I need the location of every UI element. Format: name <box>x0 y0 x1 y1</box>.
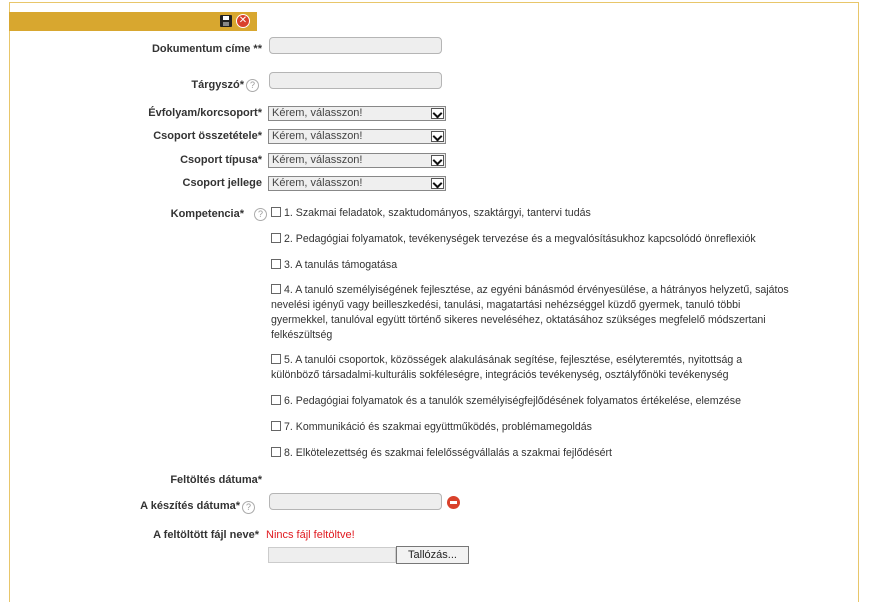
checkbox[interactable] <box>271 447 281 457</box>
competence-option-3[interactable] <box>271 258 811 273</box>
subject-help-icon[interactable]: ? <box>246 79 259 92</box>
competence-label: Kompetencia* <box>170 208 244 220</box>
year-group-select[interactable] <box>268 106 446 121</box>
subject-label: Tárgyszó* <box>191 79 244 91</box>
competence-option-label: 4. A tanuló személyiségének fejlesztése, az egyéni bánásmód érvényesülése, a hátrányos helyzetű, sajátos nevelési igényű vagy beilleszkedési, tanulási, magatartási nehézséggel küzdő gyermek, tanuló többi gyermekkel, tanulóval együtt történő sikeres neveléséhez, oktatásához szükséges megfelelő módszertani felkészültség <box>271 284 789 341</box>
document-title-input[interactable] <box>269 37 442 54</box>
group-composition-select[interactable] <box>268 129 446 144</box>
competence-option-label: 3. A tanulás támogatása <box>284 259 398 271</box>
competence-option-4[interactable] <box>271 283 791 343</box>
year-group-select-value: Kérem, válasszon! <box>272 107 363 119</box>
group-type-select-value: Kérem, válasszon! <box>272 154 363 166</box>
floppy-disk-icon[interactable] <box>220 15 232 27</box>
competence-option-2[interactable] <box>271 232 811 247</box>
uploaded-file-label: A feltöltött fájl neve* <box>153 529 259 541</box>
checkbox[interactable] <box>271 284 281 294</box>
creation-date-label: A készítés dátuma* <box>140 500 240 512</box>
form-toolbar <box>9 12 257 31</box>
group-composition-label: Csoport összetétele* <box>153 130 262 142</box>
group-character-label: Csoport jellege <box>182 177 262 189</box>
creation-date-help-icon[interactable]: ? <box>242 501 255 514</box>
checkbox[interactable] <box>271 259 281 269</box>
group-character-select-value: Kérem, válasszon! <box>272 177 363 189</box>
competence-option-label: 7. Kommunikáció és szakmai együttműködés, problémamegoldás <box>284 421 592 433</box>
group-type-label: Csoport típusa* <box>180 154 262 166</box>
competence-option-7[interactable] <box>271 420 811 435</box>
competence-option-label: 2. Pedagógiai folyamatok, tevékenységek tervezése és a megvalósításukhoz kapcsolódó önreflexiók <box>284 233 756 245</box>
competence-option-label: 1. Szakmai feladatok, szaktudományos, szaktárgyi, tantervi tudás <box>284 207 591 219</box>
creation-date-input[interactable] <box>269 493 442 510</box>
upload-date-label: Feltöltés dátuma* <box>170 474 262 486</box>
competence-option-label: 5. A tanulói csoportok, közösségek alakulásának segítése, fejlesztése, esélyteremtés, nyitottság a különböző társadalmi-kulturális sokféleségre, integrációs tevékenység, osztályfőnöki tevékenység <box>271 354 743 381</box>
competence-option-label: 6. Pedagógiai folyamatok és a tanulók személyiségfejlődésének folyamatos értékelése, elemzése <box>284 395 741 407</box>
competence-option-5[interactable] <box>271 353 771 383</box>
group-character-select[interactable] <box>268 176 446 191</box>
checkbox[interactable] <box>271 233 281 243</box>
competence-option-label: 8. Elkötelezettség és szakmai felelősségvállalás a szakmai fejlődésért <box>284 447 612 459</box>
chevron-down-icon[interactable] <box>431 155 444 166</box>
close-icon[interactable]: ✕ <box>236 14 250 28</box>
competence-option-8[interactable] <box>271 446 811 461</box>
checkbox[interactable] <box>271 354 281 364</box>
browse-button[interactable]: Tallózás... <box>396 546 469 564</box>
checkbox[interactable] <box>271 395 281 405</box>
chevron-down-icon[interactable] <box>431 108 444 119</box>
subject-input[interactable] <box>269 72 442 89</box>
document-title-label: Dokumentum címe ** <box>151 43 262 55</box>
chevron-down-icon[interactable] <box>431 131 444 142</box>
file-path-field[interactable] <box>268 547 396 563</box>
group-type-select[interactable] <box>268 153 446 168</box>
competence-option-1[interactable] <box>271 206 811 221</box>
group-composition-select-value: Kérem, válasszon! <box>272 130 363 142</box>
year-group-label: Évfolyam/korcsoport* <box>148 107 262 119</box>
checkbox[interactable] <box>271 207 281 217</box>
clear-date-icon[interactable] <box>447 496 460 509</box>
competence-help-icon[interactable]: ? <box>254 208 267 221</box>
no-file-status: Nincs fájl feltöltve! <box>266 529 355 541</box>
checkbox[interactable] <box>271 421 281 431</box>
chevron-down-icon[interactable] <box>431 178 444 189</box>
competence-option-6[interactable] <box>271 394 811 409</box>
